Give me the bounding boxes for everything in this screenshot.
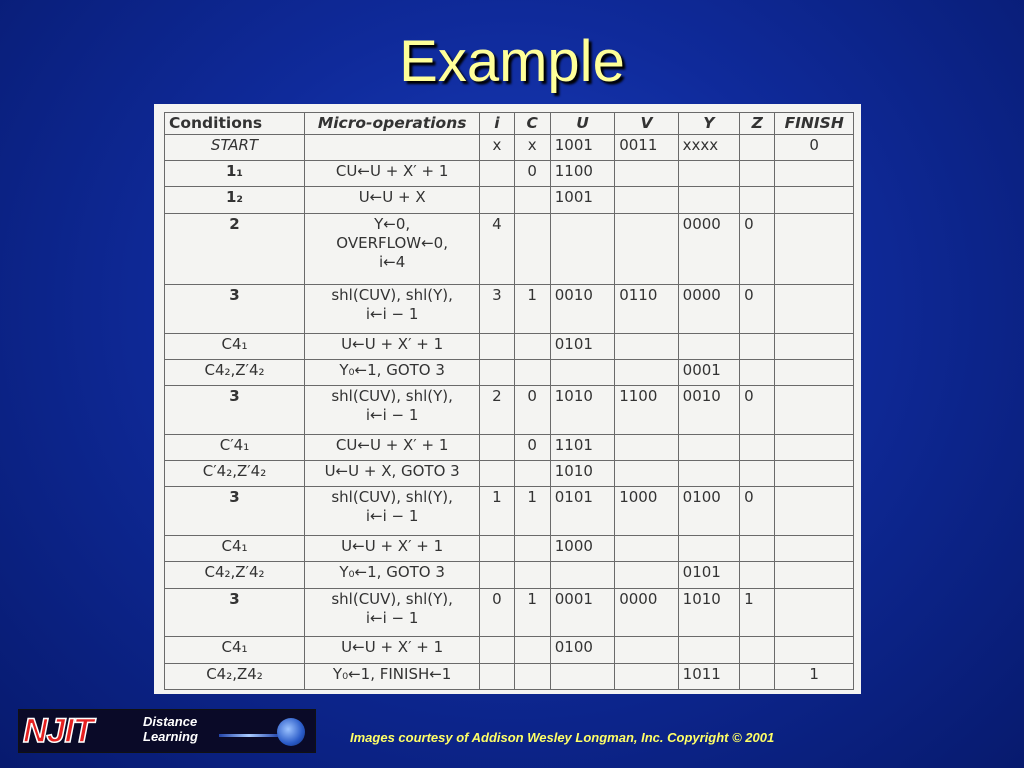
cell-micro: U←U + X, GOTO 3 — [305, 461, 480, 487]
cell-v — [615, 663, 678, 689]
cell-u: 1001 — [550, 187, 614, 213]
table-row — [165, 386, 854, 435]
table-header-row — [165, 113, 854, 135]
cell-y: 0101 — [678, 562, 739, 588]
cell-cond: C4₂,Z′4₂ — [165, 562, 305, 588]
cell-finish: 1 — [775, 663, 854, 689]
cell-micro: shl(CUV), shl(Y), i←i − 1 — [305, 285, 480, 334]
cell-micro: U←U + X′ + 1 — [305, 536, 480, 562]
cell-v — [615, 562, 678, 588]
cell-finish — [775, 333, 854, 359]
cell-cond: 2 — [165, 213, 305, 284]
cell-y: xxxx — [678, 135, 739, 161]
logo-beam — [219, 734, 279, 737]
cell-micro: U←U + X′ + 1 — [305, 637, 480, 663]
cell-micro: CU←U + X′ + 1 — [305, 161, 480, 187]
table-row — [165, 663, 854, 689]
cell-finish: 0 — [775, 135, 854, 161]
cell-finish — [775, 213, 854, 284]
cell-i — [480, 562, 514, 588]
cell-c: 1 — [514, 285, 550, 334]
cell-cond: START — [165, 135, 305, 161]
cell-c: 1 — [514, 588, 550, 637]
column-header: i — [480, 113, 514, 135]
cell-i: 4 — [480, 213, 514, 284]
cell-z: 1 — [740, 588, 775, 637]
cell-y: 0100 — [678, 487, 739, 536]
logo-brand: NJIT — [23, 712, 93, 750]
cell-z — [740, 536, 775, 562]
cell-i — [480, 161, 514, 187]
cell-y: 1011 — [678, 663, 739, 689]
cell-micro: Y₀←1, GOTO 3 — [305, 360, 480, 386]
cell-v: 0110 — [615, 285, 678, 334]
cell-i — [480, 435, 514, 461]
cell-z — [740, 562, 775, 588]
logo-line-2: Learning — [143, 729, 198, 744]
cell-micro: U←U + X — [305, 187, 480, 213]
table-row — [165, 333, 854, 359]
cell-z: 0 — [740, 487, 775, 536]
table-row — [165, 637, 854, 663]
cell-cond: 3 — [165, 588, 305, 637]
cell-z — [740, 135, 775, 161]
cell-finish — [775, 487, 854, 536]
cell-z — [740, 161, 775, 187]
trace-table — [164, 112, 854, 690]
cell-micro: Y←0, OVERFLOW←0, i←4 — [305, 213, 480, 284]
cell-finish — [775, 562, 854, 588]
table-row — [165, 435, 854, 461]
cell-u: 1101 — [550, 435, 614, 461]
cell-v — [615, 536, 678, 562]
cell-y: 0000 — [678, 213, 739, 284]
cell-cond: C4₁ — [165, 536, 305, 562]
cell-v — [615, 360, 678, 386]
table-row — [165, 187, 854, 213]
table-row — [165, 285, 854, 334]
cell-cond: 3 — [165, 386, 305, 435]
cell-micro — [305, 135, 480, 161]
cell-cond: C4₂,Z′4₂ — [165, 360, 305, 386]
cell-i — [480, 461, 514, 487]
cell-z — [740, 360, 775, 386]
column-header: FINISH — [775, 113, 854, 135]
cell-z — [740, 333, 775, 359]
cell-u: 1001 — [550, 135, 614, 161]
column-header: U — [550, 113, 614, 135]
cell-finish — [775, 536, 854, 562]
cell-finish — [775, 161, 854, 187]
cell-finish — [775, 360, 854, 386]
cell-z — [740, 435, 775, 461]
cell-u: 0010 — [550, 285, 614, 334]
column-header: Z — [740, 113, 775, 135]
globe-icon — [277, 718, 305, 746]
cell-cond: 3 — [165, 285, 305, 334]
cell-c: 1 — [514, 487, 550, 536]
cell-v — [615, 333, 678, 359]
cell-c — [514, 536, 550, 562]
cell-i — [480, 663, 514, 689]
cell-c: 0 — [514, 386, 550, 435]
table-row — [165, 562, 854, 588]
cell-micro: CU←U + X′ + 1 — [305, 435, 480, 461]
column-header: Y — [678, 113, 739, 135]
cell-i — [480, 360, 514, 386]
table-row — [165, 213, 854, 284]
table-row — [165, 487, 854, 536]
logo-tagline — [143, 714, 198, 744]
column-header: V — [615, 113, 678, 135]
column-header: C — [514, 113, 550, 135]
table-row — [165, 161, 854, 187]
cell-i — [480, 536, 514, 562]
cell-c — [514, 562, 550, 588]
cell-c — [514, 663, 550, 689]
cell-z: 0 — [740, 285, 775, 334]
cell-y: 0001 — [678, 360, 739, 386]
cell-c — [514, 461, 550, 487]
cell-micro: Y₀←1, FINISH←1 — [305, 663, 480, 689]
cell-micro: shl(CUV), shl(Y), i←i − 1 — [305, 487, 480, 536]
cell-c — [514, 637, 550, 663]
cell-u: 1010 — [550, 461, 614, 487]
cell-v: 1000 — [615, 487, 678, 536]
cell-cond: 3 — [165, 487, 305, 536]
cell-y — [678, 435, 739, 461]
cell-y — [678, 187, 739, 213]
cell-i — [480, 333, 514, 359]
cell-cond: C′4₂,Z′4₂ — [165, 461, 305, 487]
cell-u: 0101 — [550, 487, 614, 536]
cell-y — [678, 333, 739, 359]
trace-table-image — [154, 104, 861, 694]
cell-c: x — [514, 135, 550, 161]
cell-z: 0 — [740, 386, 775, 435]
cell-y: 0010 — [678, 386, 739, 435]
cell-i — [480, 637, 514, 663]
cell-v — [615, 461, 678, 487]
table-row — [165, 588, 854, 637]
cell-u: 1100 — [550, 161, 614, 187]
cell-c: 0 — [514, 435, 550, 461]
table-row — [165, 461, 854, 487]
cell-z — [740, 187, 775, 213]
column-header: Micro-operations — [305, 113, 480, 135]
cell-i: 0 — [480, 588, 514, 637]
cell-c — [514, 187, 550, 213]
cell-u: 1010 — [550, 386, 614, 435]
cell-finish — [775, 435, 854, 461]
cell-finish — [775, 187, 854, 213]
cell-c — [514, 360, 550, 386]
cell-finish — [775, 285, 854, 334]
cell-c — [514, 333, 550, 359]
cell-cond: C4₁ — [165, 637, 305, 663]
column-header: Conditions — [165, 113, 305, 135]
cell-i: 3 — [480, 285, 514, 334]
cell-finish — [775, 588, 854, 637]
cell-z — [740, 637, 775, 663]
cell-y: 1010 — [678, 588, 739, 637]
cell-i — [480, 187, 514, 213]
image-credit: Images courtesy of Addison Wesley Longman, Inc. Copyright © 2001 — [350, 730, 775, 745]
cell-cond: C4₂,Z4₂ — [165, 663, 305, 689]
table-row — [165, 135, 854, 161]
cell-y — [678, 461, 739, 487]
cell-y — [678, 536, 739, 562]
cell-micro: Y₀←1, GOTO 3 — [305, 562, 480, 588]
cell-cond: 1₂ — [165, 187, 305, 213]
cell-i: 1 — [480, 487, 514, 536]
cell-i: 2 — [480, 386, 514, 435]
cell-v — [615, 637, 678, 663]
cell-finish — [775, 461, 854, 487]
cell-v — [615, 435, 678, 461]
cell-v: 0000 — [615, 588, 678, 637]
cell-u — [550, 562, 614, 588]
cell-z: 0 — [740, 213, 775, 284]
cell-c: 0 — [514, 161, 550, 187]
cell-i: x — [480, 135, 514, 161]
cell-micro: U←U + X′ + 1 — [305, 333, 480, 359]
cell-u: 1000 — [550, 536, 614, 562]
cell-z — [740, 461, 775, 487]
cell-y — [678, 637, 739, 663]
cell-v — [615, 161, 678, 187]
cell-u: 0100 — [550, 637, 614, 663]
cell-micro: shl(CUV), shl(Y), i←i − 1 — [305, 588, 480, 637]
cell-y — [678, 161, 739, 187]
table-row — [165, 360, 854, 386]
cell-y: 0000 — [678, 285, 739, 334]
cell-u — [550, 360, 614, 386]
cell-cond: C′4₁ — [165, 435, 305, 461]
cell-v — [615, 187, 678, 213]
cell-v — [615, 213, 678, 284]
logo-line-1: Distance — [143, 714, 198, 729]
cell-finish — [775, 637, 854, 663]
slide-title: Example — [399, 29, 625, 94]
cell-u: 0101 — [550, 333, 614, 359]
table-row — [165, 536, 854, 562]
cell-z — [740, 663, 775, 689]
cell-u — [550, 663, 614, 689]
cell-v: 0011 — [615, 135, 678, 161]
cell-c — [514, 213, 550, 284]
cell-u: 0001 — [550, 588, 614, 637]
cell-cond: C4₁ — [165, 333, 305, 359]
cell-micro: shl(CUV), shl(Y), i←i − 1 — [305, 386, 480, 435]
njit-distance-learning-logo — [18, 709, 316, 753]
cell-cond: 1₁ — [165, 161, 305, 187]
cell-u — [550, 213, 614, 284]
cell-v: 1100 — [615, 386, 678, 435]
cell-finish — [775, 386, 854, 435]
